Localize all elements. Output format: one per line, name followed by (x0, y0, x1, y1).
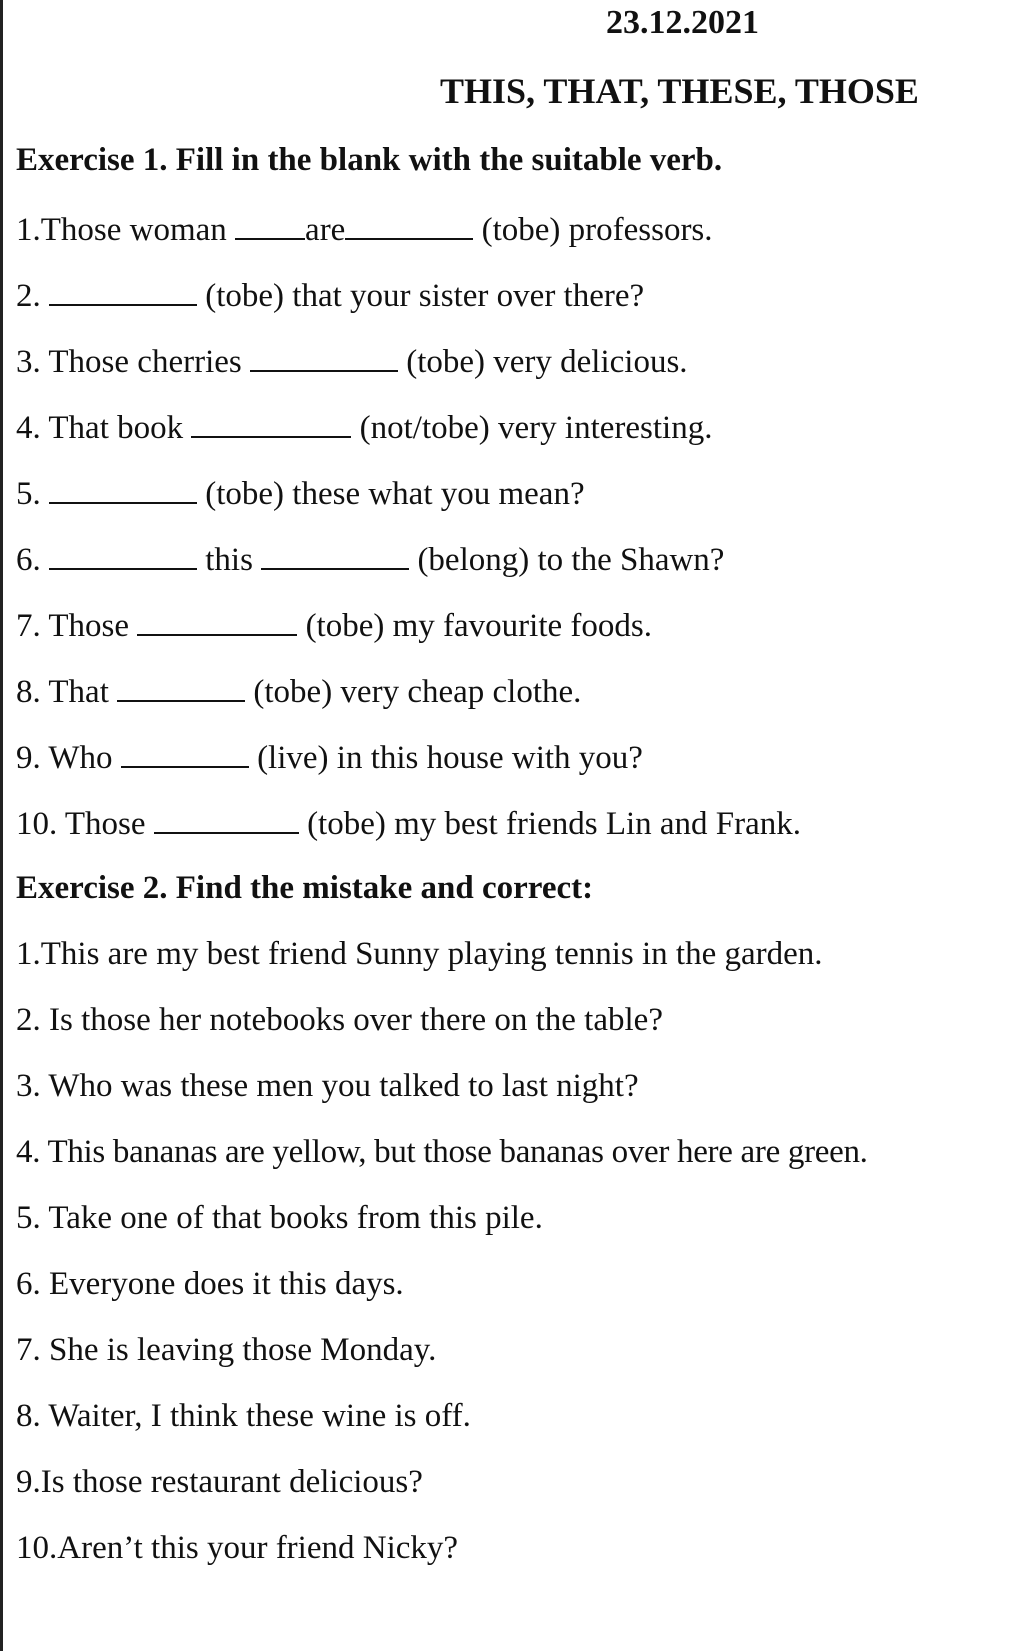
answer-blank[interactable] (49, 540, 197, 570)
exercise-2-item-9: 9.Is those restaurant delicious? (16, 1464, 423, 1500)
exercise-2-item-4: 4. This bananas are yellow, but those bananas over here are green. (16, 1134, 868, 1170)
filled-answer: are (305, 212, 346, 248)
exercise-1-item-2: 2. (tobe) that your sister over there? (16, 278, 645, 314)
exercise-2-item-8: 8. Waiter, I think these wine is off. (16, 1398, 471, 1434)
exercise-1-item-3: 3. Those cherries (tobe) very delicious. (16, 344, 688, 380)
answer-blank[interactable] (261, 540, 409, 570)
exercise-1-item-7: 7. Those (tobe) my favourite foods. (16, 608, 652, 644)
answer-blank[interactable] (250, 342, 398, 372)
answer-blank[interactable] (137, 606, 297, 636)
worksheet-date: 23.12.2021 (606, 4, 759, 41)
exercise-1-item-5: 5. (tobe) these what you mean? (16, 476, 585, 512)
exercise-2-item-7: 7. She is leaving those Monday. (16, 1332, 437, 1368)
exercise-1-item-10: 10. Those (tobe) my best friends Lin and Frank. (16, 806, 802, 842)
answer-blank[interactable] (191, 408, 351, 438)
exercise-2-item-6: 6. Everyone does it this days. (16, 1266, 404, 1302)
exercise-2-heading: Exercise 2. Find the mistake and correct: (16, 870, 594, 906)
exercise-1-item-8: 8. That (tobe) very cheap clothe. (16, 674, 582, 710)
answer-blank[interactable] (49, 276, 197, 306)
exercise-2-item-5: 5. Take one of that books from this pile. (16, 1200, 543, 1236)
answer-blank[interactable] (154, 804, 299, 834)
exercise-1-heading: Exercise 1. Fill in the blank with the suitable verb. (16, 142, 723, 178)
exercise-2-item-10: 10.Aren’t this your friend Nicky? (16, 1530, 459, 1566)
exercise-1-item-4: 4. That book (not/tobe) very interesting. (16, 410, 713, 446)
answer-blank[interactable] (121, 738, 249, 768)
exercise-1-item-1: 1.Those woman are (tobe) professors. (16, 212, 713, 248)
answer-blank[interactable] (345, 210, 473, 240)
exercise-1-item-9: 9. Who (live) in this house with you? (16, 740, 643, 776)
answer-blank[interactable] (117, 672, 245, 702)
answer-blank[interactable] (49, 474, 197, 504)
exercise-2-item-2: 2. Is those her notebooks over there on the table? (16, 1002, 663, 1038)
answer-blank[interactable] (235, 210, 305, 240)
exercise-2-item-3: 3. Who was these men you talked to last night? (16, 1068, 639, 1104)
exercise-2-item-1: 1.This are my best friend Sunny playing tennis in the garden. (16, 936, 823, 972)
exercise-1-item-6: 6. this (belong) to the Shawn? (16, 542, 725, 578)
worksheet-title: THIS, THAT, THESE, THOSE (440, 71, 919, 111)
page-left-border (0, 0, 3, 1651)
